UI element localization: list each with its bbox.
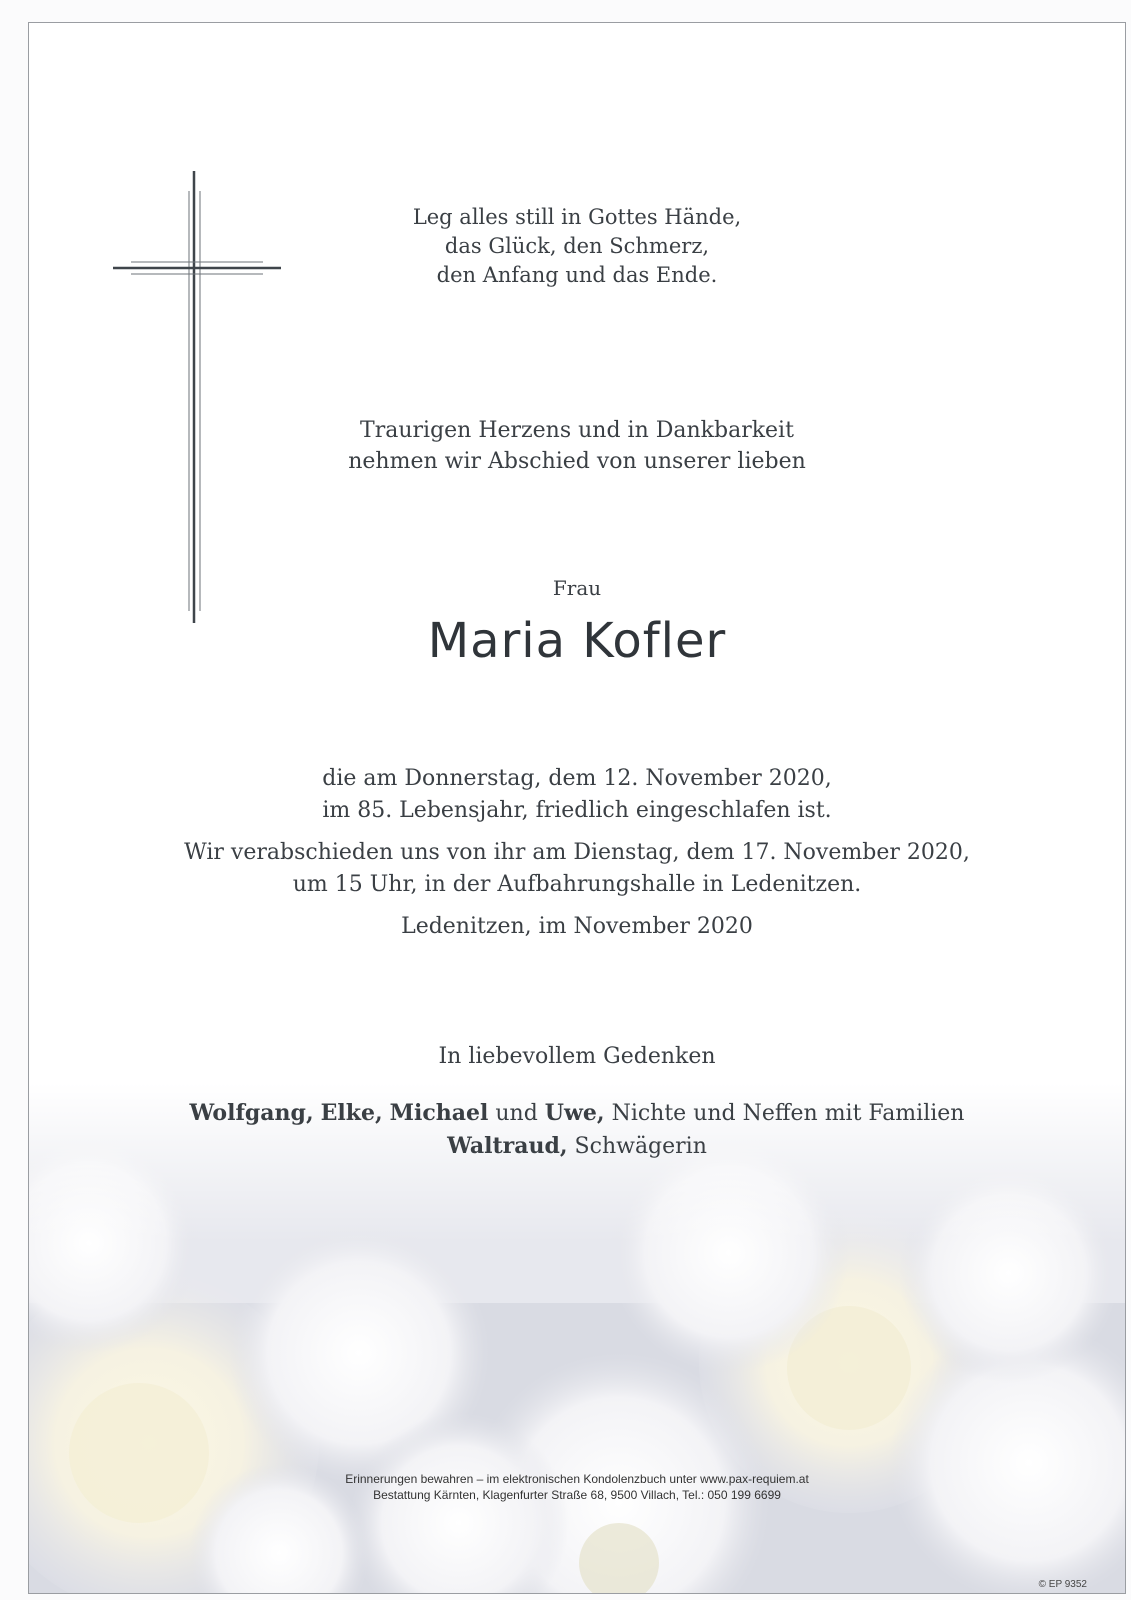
mourner-name: Wolfgang,	[189, 1100, 314, 1126]
mourners-line-2	[29, 1130, 1125, 1163]
funeral-line: Wir verabschieden uns von ihr am Dienstag, dem 17. November 2020,	[184, 840, 970, 865]
mourner-relation: Schwägerin	[574, 1134, 707, 1159]
mourner-name: Uwe,	[544, 1100, 605, 1126]
template-code: © EP 9352	[1038, 1579, 1087, 1590]
verse-line: das Glück, den Schmerz,	[444, 234, 710, 258]
footer-line: Erinnerungen bewahren – im elektronischen Kondolenzbuch unter www.pax-requiem.at	[345, 1472, 809, 1486]
mourner-relation: Nichte und Neffen mit Familien	[611, 1101, 965, 1126]
intro-text	[29, 415, 1125, 477]
verse	[29, 203, 1125, 290]
place-date: Ledenitzen, im November 2020	[401, 914, 753, 939]
death-notice	[29, 763, 1125, 827]
mourner-name: Elke,	[320, 1100, 383, 1126]
funeral-notice	[29, 837, 1125, 901]
verse-line: Leg alles still in Gottes Hände,	[412, 205, 742, 229]
mourners-line-1	[29, 1097, 1125, 1130]
death-line: die am Donnerstag, dem 12. November 2020,	[322, 766, 832, 791]
memory-heading: In liebevollem Gedenken	[438, 1044, 716, 1069]
salutation: Frau	[552, 576, 602, 600]
footer-line: Bestattung Kärnten, Klagenfurter Straße 68, 9500 Villach, Tel.: 050 199 6699	[373, 1488, 781, 1502]
mourners	[29, 1097, 1125, 1163]
footer	[29, 1471, 1125, 1503]
death-line: im 85. Lebensjahr, friedlich eingeschlafen ist.	[322, 798, 832, 823]
funeral-line: um 15 Uhr, in der Aufbahrungshalle in Ledenitzen.	[292, 872, 862, 897]
intro-line: nehmen wir Abschied von unserer lieben	[348, 449, 806, 474]
mourner-name: Michael	[389, 1100, 489, 1126]
mourner-conjunction: und	[495, 1101, 538, 1126]
obituary-sheet	[28, 22, 1126, 1594]
intro-line: Traurigen Herzens und in Dankbarkeit	[360, 418, 794, 443]
deceased-name: Maria Kofler	[427, 613, 727, 669]
verse-line: den Anfang und das Ende.	[436, 263, 718, 287]
mourner-name: Waltraud,	[447, 1133, 568, 1159]
